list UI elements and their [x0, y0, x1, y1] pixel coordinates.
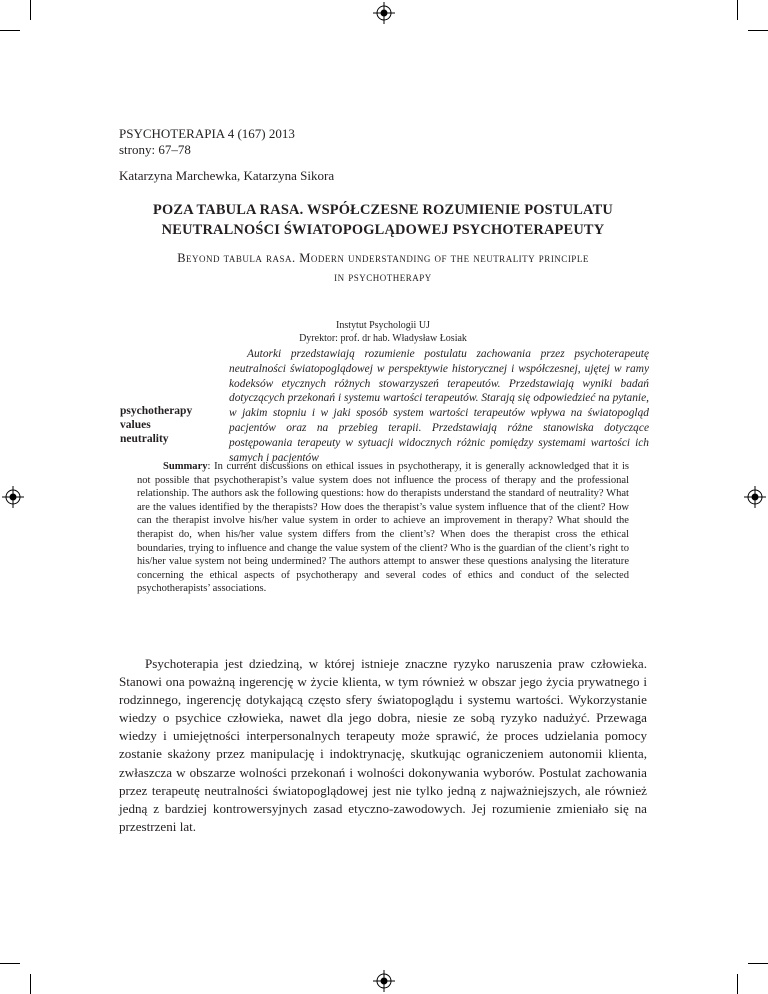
crop-mark-bottom-left-h [0, 963, 20, 964]
crop-mark-bottom-left-v [30, 974, 31, 994]
title-polish [110, 200, 656, 240]
keyword: neutrality [120, 433, 169, 445]
title-english-line-2: in psychotherapy [334, 270, 432, 284]
authors: Katarzyna Marchewka, Katarzyna Sikora [119, 168, 335, 183]
title-polish-line-1: POZA TABULA RASA. WSPÓŁCZESNE ROZUMIENIE POSTULATU [153, 202, 613, 218]
keyword: psychotherapy [120, 405, 193, 417]
registration-mark-icon [373, 2, 395, 24]
page-range: strony: 67–78 [119, 142, 191, 157]
summary-english [137, 460, 629, 596]
title-polish-line-2: NEUTRALNOŚCI ŚWIATOPOGLĄDOWEJ PSYCHOTERAPEUTY [161, 222, 605, 238]
journal-reference: PSYCHOTERAPIA 4 (167) 2013 [119, 126, 295, 141]
abstract-polish: Autorki przedstawiają rozumienie postulatu zachowania przez psychoterapeutę neutralności światopoglądowej w perspektywie historycznej i współczesnej, ujętej w ramy kodeksów etycznych różnych stowarzyszeń terapeutów. Przedstawiają wyniki badań dotyczących przekonań i systemu wartości terapeutów. Starają się odpowiedzieć na pytanie, w jakim stopniu i w jaki sposób system wartości terapeutów wpływa na światopogląd pacjentów oraz na przebieg terapii. Przedstawiają różne stanowiska dotyczące postępowania terapeuty w sytuacji widocznych różnic pomiędzy systemami wartości ich samych i pacjentów [229, 348, 649, 464]
keyword: values [120, 419, 151, 431]
affiliation [119, 319, 647, 345]
crop-mark-bottom-right-h [748, 963, 768, 964]
summary-label: Summary [163, 461, 208, 472]
registration-mark-icon [373, 970, 395, 992]
crop-mark-top-left-h [0, 30, 20, 31]
crop-mark-top-right-h [748, 30, 768, 31]
crop-mark-bottom-right-v [737, 974, 738, 994]
crop-mark-top-right-v [737, 0, 738, 20]
crop-mark-top-left-v [30, 0, 31, 20]
registration-mark-icon [744, 486, 766, 508]
summary-text: : In current discussions on ethical issues in psychotherapy, it is generally acknowledged that it is not possible that psychotherapist’s value system does not influence the process of therapy and the professional relationship. The authors ask the following questions: how do therapists understand the standard of neutrality? What are the values identified by the therapists? How does the therapist’s value system influence that of the client? How can the therapist involve his/her value system in order to achieve an improvement in therapy? What should the therapist do, when his/her value system differs from the client’s? When does the therapist cross the ethical boundaries, trying to influence and change the value system of the client? Who is the guardian of the client’s right to his/her value system not being undermined? The authors attempt to answer these questions analysing the literature concerning the ethical aspects of psychotherapy and several codes of ethics and conduct of the selected psychotherapists’ associations. [137, 461, 629, 595]
title-english [100, 249, 666, 287]
keywords [120, 404, 192, 446]
institute: Instytut Psychologii UJ [336, 320, 430, 331]
director: Dyrektor: prof. dr hab. Władysław Łosiak [299, 333, 467, 344]
body-paragraph: Psychoterapia jest dziedziną, w której istnieje znaczne ryzyko naruszenia praw człowieka. Stanowi ona poważną ingerencję w życie klienta, w tym również w obszar jego życia prywatnego i rodzinnego, ingerencję dotykającą często sfery światopoglądu i systemu wartości. Wykorzystanie wiedzy o psychice człowieka, nawet dla jego dobra, niesie ze sobą ryzyko nadużyć. Przewaga wiedzy i umiejętności interpersonalnych terapeuty może sprawić, że proces udzielania pomocy zostanie skażony przez manipulację i indoktrynację, skutkując ograniczeniem autonomii klienta, zwłaszcza w obszarze wolności przekonań i wolności dokonywania wyborów. Postulat zachowania przez terapeutę neutralności światopoglądowej jest nie tylko jedną z najważniejszych, ale również jedną z bardziej kontrowersyjnych zasad etyczno-zawodowych. Jej rozumienie zmieniało się na przestrzeni lat. [119, 656, 647, 834]
title-english-line-1: Beyond tabula rasa. Modern understanding of the neutrality principle [177, 251, 589, 265]
registration-mark-icon [2, 486, 24, 508]
